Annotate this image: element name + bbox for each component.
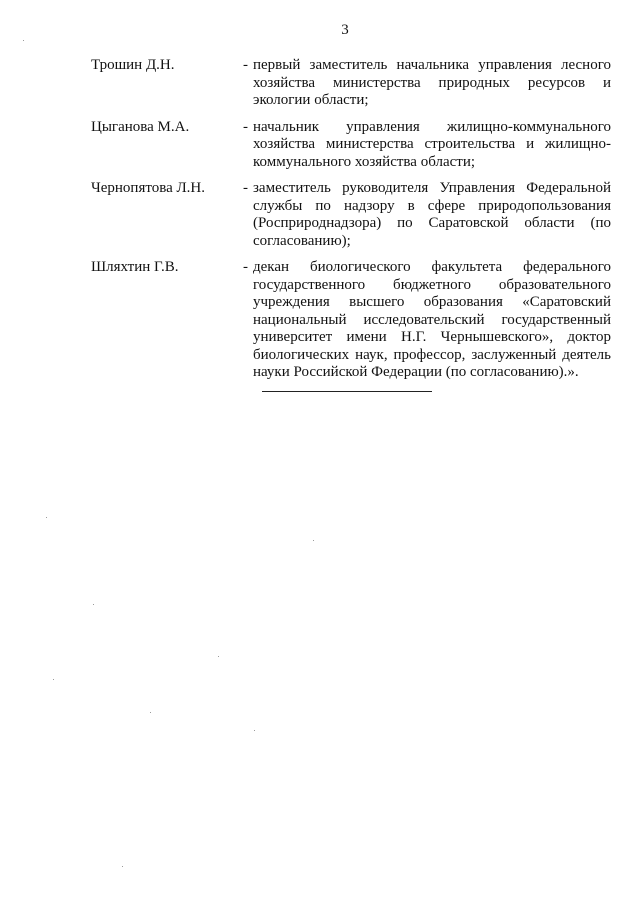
member-entry	[91, 180, 611, 250]
page-number: 3	[341, 22, 349, 38]
member-description	[243, 259, 611, 382]
entry-dash: -	[243, 259, 248, 275]
scan-speck	[46, 517, 47, 518]
member-name: Чернопятова Л.Н.	[91, 180, 206, 196]
scan-speck	[150, 712, 151, 713]
member-position: декан биологического факультета федерального государственного бюджетного образовательного учреждения высшего образования «Саратовский национальный исследовательский государственный университет имени Н.Г. Чернышевского», доктор биологических наук, профессор, заслуженный деятель науки Российской Федерации (по согласованию).».	[253, 259, 611, 380]
scan-speck	[93, 604, 94, 605]
closing-separator-line	[262, 391, 432, 392]
scan-speck	[218, 656, 219, 657]
entry-dash: -	[243, 180, 248, 196]
member-name: Трошин Д.Н.	[91, 57, 175, 73]
scan-speck	[122, 866, 123, 867]
member-description	[243, 180, 611, 250]
scan-speck	[23, 40, 24, 41]
scan-speck	[254, 730, 255, 731]
member-name: Цыганова М.А.	[91, 118, 190, 135]
members-list	[91, 57, 611, 391]
member-position: заместитель руководителя Управления Федеральной службы по надзору в сфере природопользования (Росприроднадзора) по Саратовской области (по согласованию);	[253, 180, 611, 249]
scan-speck	[313, 540, 314, 541]
member-entry	[91, 119, 611, 172]
entry-dash: -	[243, 57, 248, 73]
member-description	[243, 119, 611, 172]
member-entry	[91, 259, 611, 382]
entry-dash: -	[243, 118, 248, 135]
member-entry	[91, 57, 611, 110]
member-position: первый заместитель начальника управления лесного хозяйства министерства природных ресурсов и экологии области;	[253, 57, 611, 108]
scan-speck	[53, 679, 54, 680]
member-position: начальник управления жилищно-коммунального хозяйства министерства строительства и жилищно-коммунального хозяйства области;	[253, 118, 611, 170]
member-name: Шляхтин Г.В.	[91, 259, 179, 275]
member-description	[243, 57, 611, 110]
